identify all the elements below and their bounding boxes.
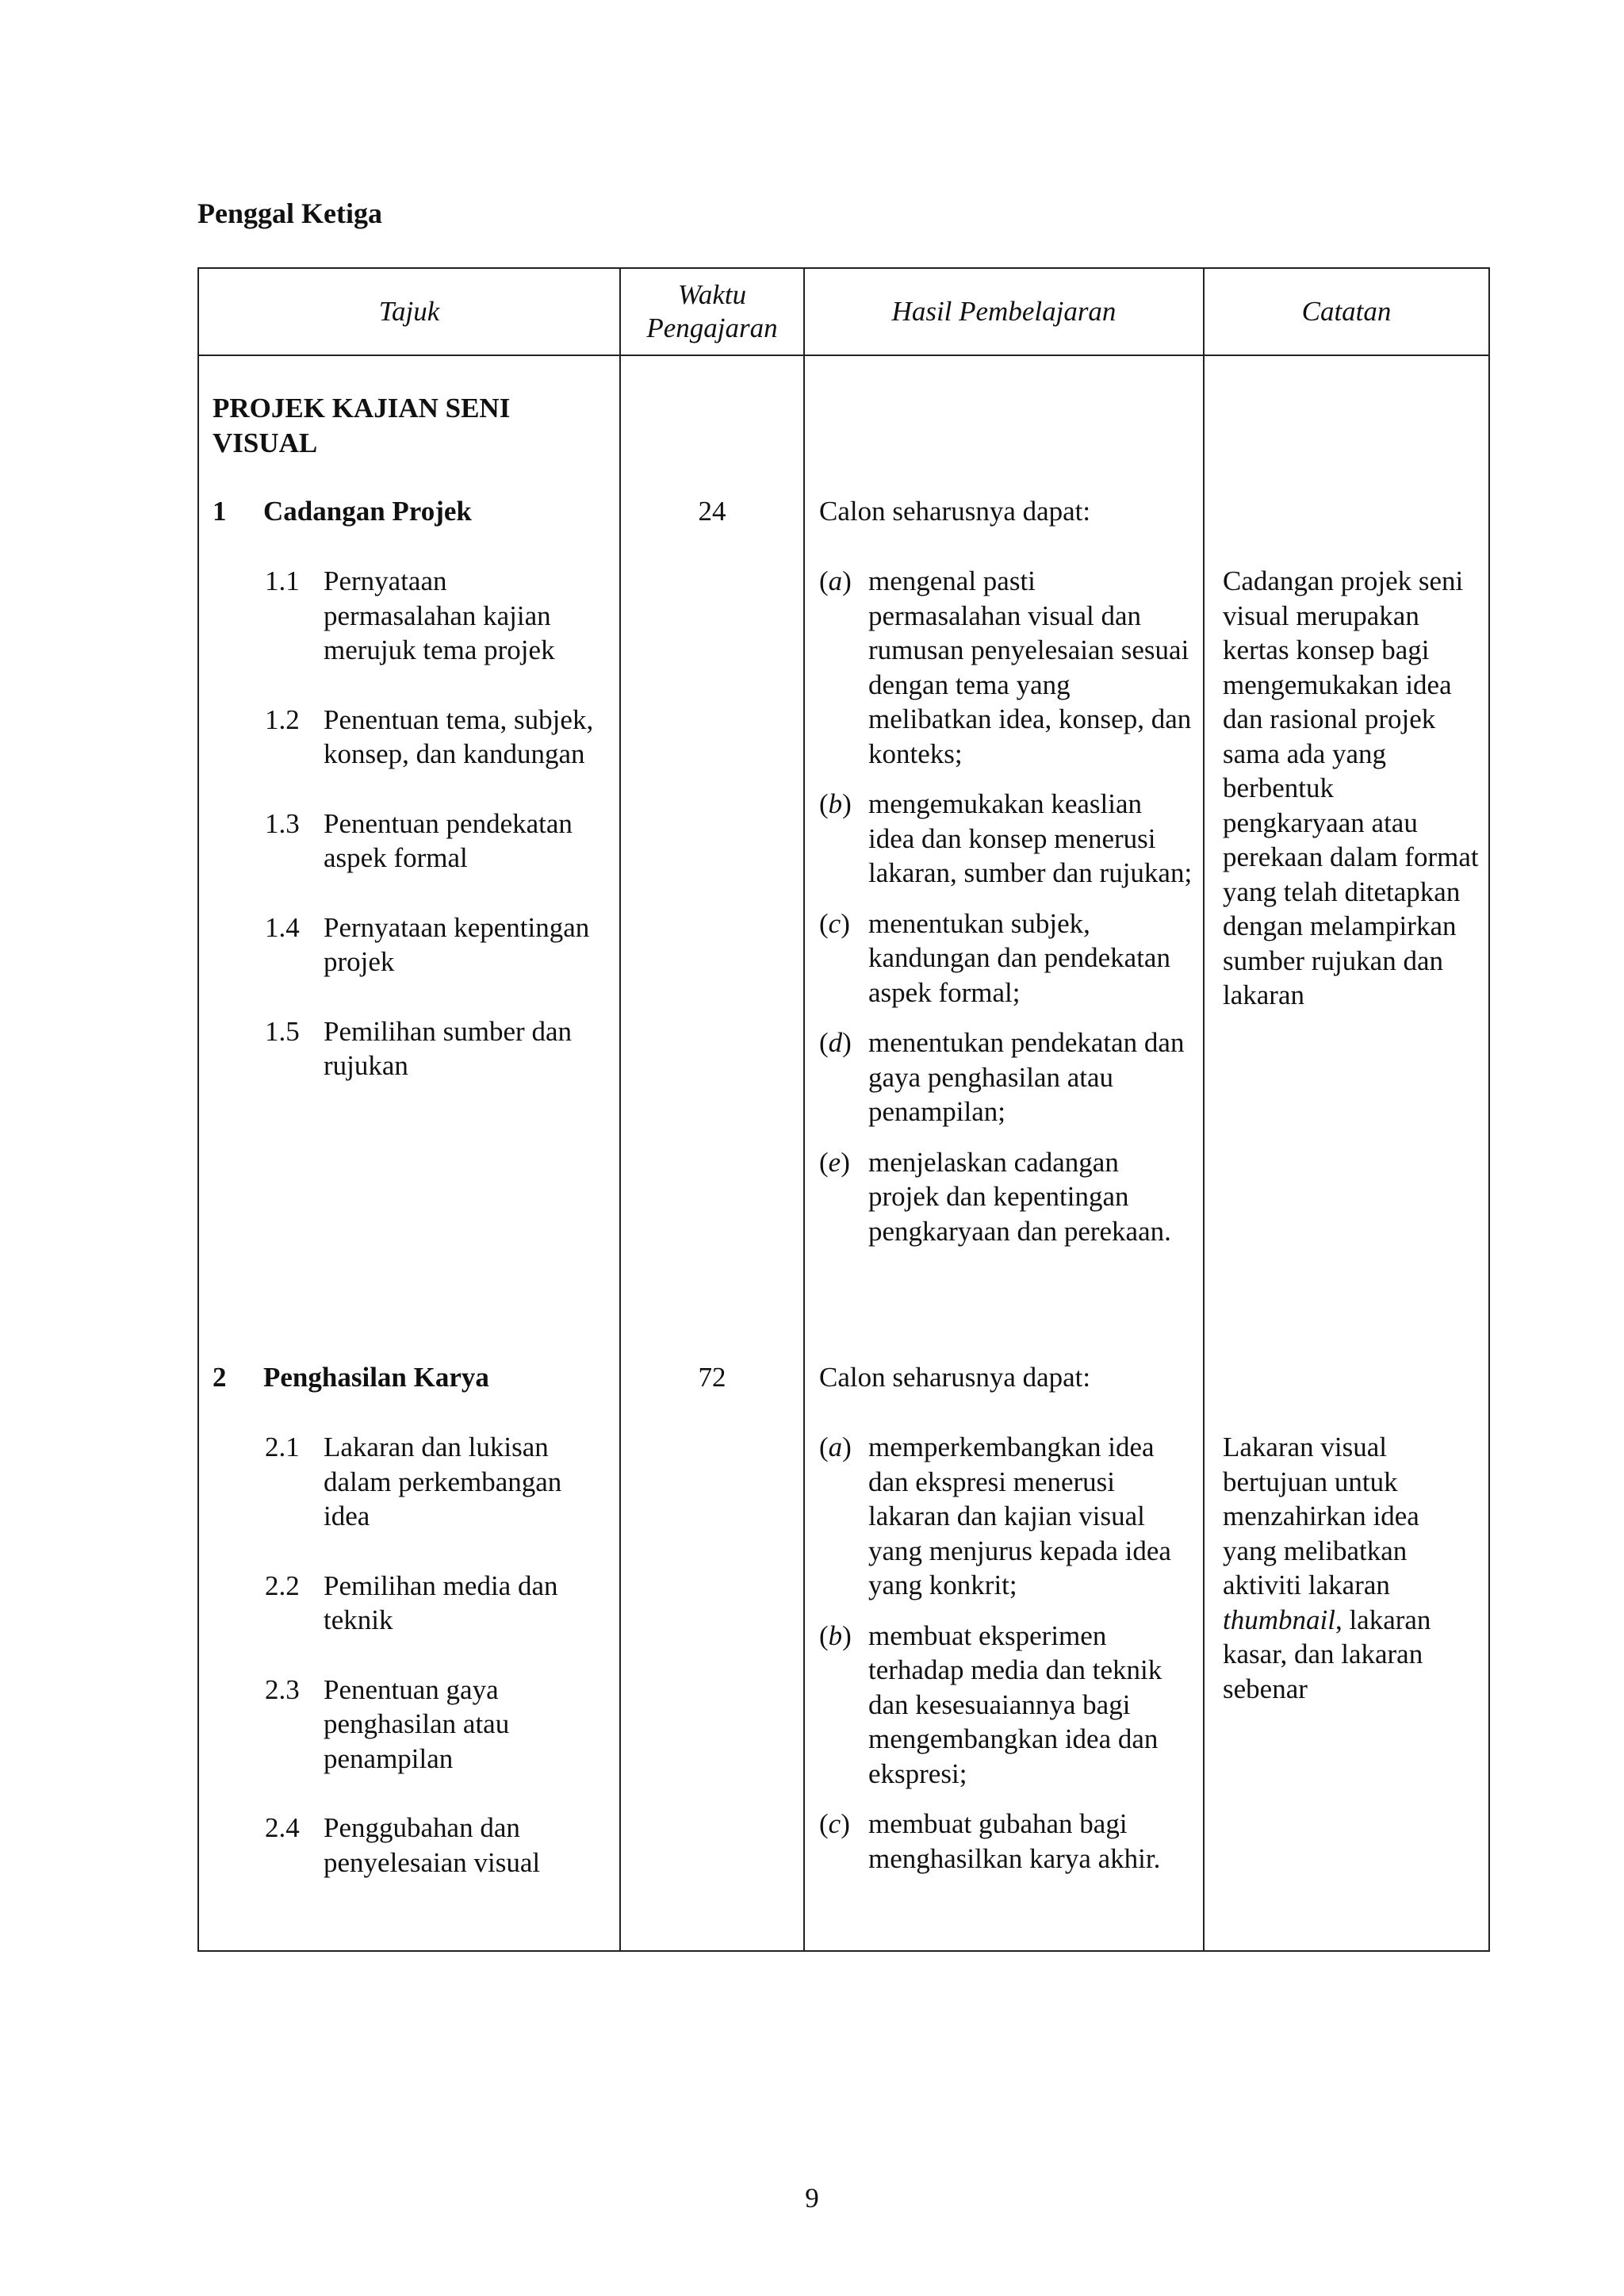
outcome-text: membuat eksperimen terhadap media dan teknik dan kesesuaiannya bagi mengembangkan idea dan ekspresi; <box>868 1619 1162 1789</box>
outcome-list <box>805 1430 1203 1876</box>
list-item <box>265 807 619 876</box>
header-waktu-line2: Pengajaran <box>646 312 778 343</box>
page-number: 9 <box>805 2183 819 2214</box>
note-italic-term: thumbnail <box>1223 1604 1335 1635</box>
subtopic-text: Penentuan tema, subjek, konsep, dan kandungan <box>324 703 594 769</box>
outcome-text: menentukan subjek, kandungan dan pendekatan aspek formal; <box>868 907 1170 1008</box>
subtopic-text: Penggubahan dan penyelesaian visual <box>324 1812 541 1878</box>
topic-heading <box>198 1360 620 1430</box>
list-item <box>819 564 1195 771</box>
list-item <box>265 564 619 668</box>
subtopic-number: 1.2 <box>265 703 300 735</box>
outcome-marker: (c) <box>819 907 850 939</box>
outcome-text: membuat gubahan bagi menghasilkan karya akhir. <box>868 1808 1161 1874</box>
header-waktu-pengajaran <box>620 268 804 355</box>
list-item <box>265 910 619 979</box>
subtopic-number: 1.1 <box>265 565 300 596</box>
outcome-list <box>805 564 1203 1248</box>
subtopic-text: Penentuan gaya penghasilan atau penampilan <box>324 1673 510 1774</box>
list-item <box>265 1811 619 1880</box>
subtopic-number: 2.3 <box>265 1673 300 1705</box>
list-item <box>819 907 1195 1010</box>
subtopic-number: 1.5 <box>265 1015 300 1047</box>
topic-title: Cadangan Projek <box>263 496 472 527</box>
list-item <box>819 1430 1195 1603</box>
subtopic-list <box>199 564 619 1083</box>
table-row <box>198 564 1489 1360</box>
outcome-marker: (e) <box>819 1146 850 1178</box>
subtopic-number: 1.3 <box>265 807 300 839</box>
section-title: Penggal Ketiga <box>197 197 382 229</box>
subtopic-text: Pernyataan permasalahan kajian merujuk tema projek <box>324 565 555 665</box>
subtopic-number: 2.2 <box>265 1570 300 1601</box>
table-row <box>198 1430 1489 1951</box>
outcome-marker: (b) <box>819 788 852 819</box>
list-item <box>265 703 619 772</box>
header-waktu-line1: Waktu <box>677 279 747 310</box>
teaching-hours: 72 <box>620 1360 804 1430</box>
subtopic-text: Pemilihan sumber dan rujukan <box>324 1015 573 1081</box>
table-row <box>198 494 1489 564</box>
subtopic-number: 2.1 <box>265 1432 300 1462</box>
topic-title: Penghasilan Karya <box>263 1362 489 1393</box>
outcome-marker: (a) <box>819 565 852 596</box>
outcome-marker: (d) <box>819 1027 852 1058</box>
subtopic-list <box>199 1430 619 1880</box>
outcome-text: menentukan pendekatan dan gaya penghasilan atau penampilan; <box>868 1027 1185 1127</box>
subtopic-text: Penentuan pendekatan aspek formal <box>324 807 573 873</box>
header-hasil-pembelajaran: Hasil Pembelajaran <box>804 268 1204 355</box>
project-title: PROJEK KAJIAN SENI VISUAL <box>198 391 620 494</box>
outcome-marker: (c) <box>819 1808 850 1839</box>
list-item <box>819 1619 1195 1792</box>
topic-number: 2 <box>213 1362 227 1393</box>
teaching-hours: 24 <box>620 494 804 564</box>
list-item <box>265 1014 619 1083</box>
outcome-text: memperkembangkan idea dan ekspresi menerusi lakaran dan kajian visual yang menjurus kepada idea yang konkrit; <box>868 1432 1171 1600</box>
subtopic-text: Pernyataan kepentingan projek <box>324 911 590 977</box>
list-item <box>819 1025 1195 1129</box>
outcome-marker: (b) <box>819 1619 852 1651</box>
note-text: Lakaran visual bertujuan untuk menzahirkan idea yang melibatkan aktiviti lakaran thumbnail, lakaran kasar, dan lakaran sebenar <box>1204 1430 1489 1951</box>
outcomes-intro: Calon seharusnya dapat: <box>804 1360 1204 1430</box>
list-item <box>819 787 1195 891</box>
topic-number: 1 <box>213 496 227 527</box>
syllabus-table <box>197 267 1490 1952</box>
note-text: Cadangan projek seni visual merupakan kertas konsep bagi mengemukakan idea dan rasional projek sama ada yang berbentuk pengkaryaan atau perekaan dalam format yang telah ditetapkan dengan melampirkan sumber rujukan dan lakaran <box>1204 564 1489 1360</box>
outcome-text: menjelaskan cadangan projek dan kepentingan pengkaryaan dan perekaan. <box>868 1146 1171 1247</box>
list-item <box>265 1673 619 1777</box>
outcome-text: mengemukakan keaslian idea dan konsep menerusi lakaran, sumber dan rujukan; <box>868 788 1193 888</box>
list-item <box>265 1430 619 1534</box>
subtopic-number: 1.4 <box>265 911 300 943</box>
list-item <box>819 1145 1195 1249</box>
table-header-row <box>198 268 1489 355</box>
outcomes-intro: Calon seharusnya dapat: <box>804 494 1204 564</box>
topic-heading <box>198 494 620 564</box>
subtopic-text: Pemilihan media dan teknik <box>324 1570 558 1635</box>
table-row <box>198 1360 1489 1430</box>
list-item <box>265 1569 619 1638</box>
subtopic-number: 2.4 <box>265 1812 300 1843</box>
header-tajuk: Tajuk <box>198 268 620 355</box>
outcome-text: mengenal pasti permasalahan visual dan rumusan penyelesaian sesuai dengan tema yang melibatkan idea, konsep, dan konteks; <box>868 565 1192 769</box>
subtopic-text: Lakaran dan lukisan dalam perkembangan idea <box>324 1432 562 1531</box>
header-catatan: Catatan <box>1204 268 1489 355</box>
outcome-marker: (a) <box>819 1432 852 1462</box>
list-item <box>819 1807 1195 1876</box>
